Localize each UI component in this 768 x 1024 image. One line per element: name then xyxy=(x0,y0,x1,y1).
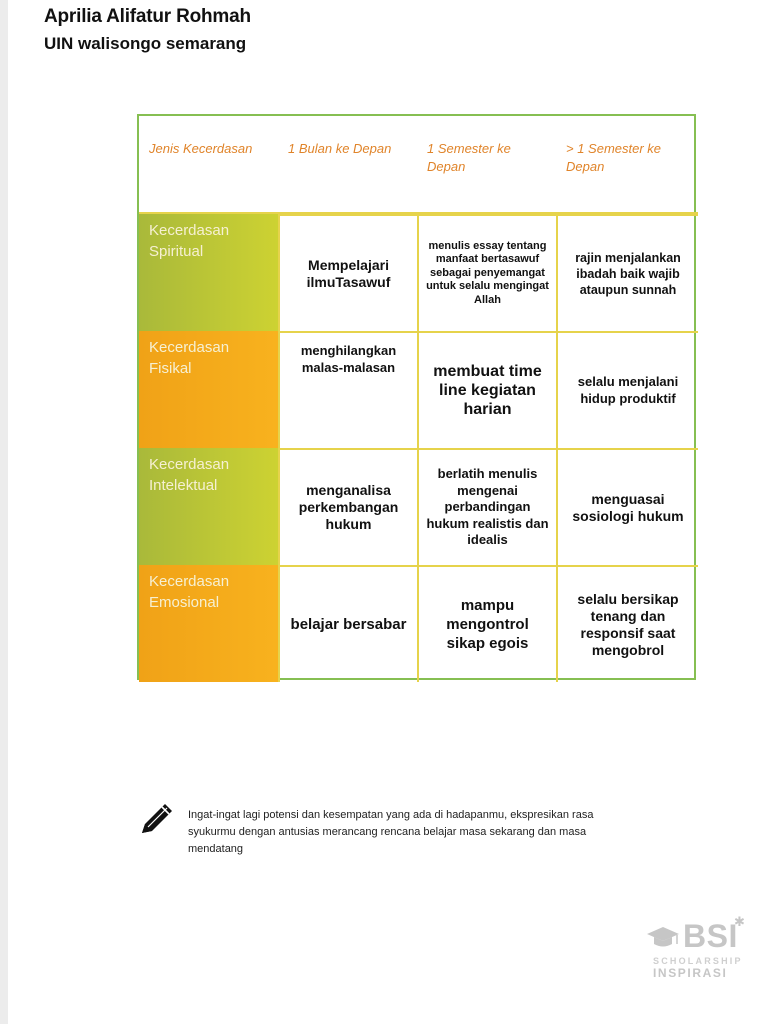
row-header-intelektual: Kecerdasan Intelektual xyxy=(139,448,278,565)
column-header-1-semester: 1 Semester ke Depan xyxy=(417,116,556,214)
row-header-emosional: Kecerdasan Emosional xyxy=(139,565,278,682)
author-name: Aprilia Alifatur Rohmah xyxy=(44,6,251,27)
column-header-1-month: 1 Bulan ke Depan xyxy=(278,116,417,214)
table-cell: Mempelajari ilmuTasawuf xyxy=(278,214,417,331)
table-cell: membuat time line kegiatan harian xyxy=(417,331,556,448)
table-cell: menganalisa perkembangan hukum xyxy=(278,448,417,565)
row-header-fisikal: Kecerdasan Fisikal xyxy=(139,331,278,448)
table-cell: selalu menjalani hidup produktif xyxy=(556,331,698,448)
pencil-icon xyxy=(139,800,177,836)
table-cell: menghilangkan malas-malasan xyxy=(278,331,417,448)
row-header-spiritual: Kecerdasan Spiritual xyxy=(139,214,278,331)
graduation-cap-icon xyxy=(645,924,681,950)
logo-line-1: SCHOLARSHIP xyxy=(653,956,743,966)
star-icon: ✱ xyxy=(734,914,745,929)
table-cell: menulis essay tentang manfaat bertasawuf sebagai penyemangat untuk selalu mengingat Allah xyxy=(417,214,556,331)
planning-table xyxy=(137,114,696,680)
table-cell: mampu mengontrol sikap egois xyxy=(417,565,556,682)
logo-line-2: INSPIRASI xyxy=(653,966,728,980)
table-cell: belajar bersabar xyxy=(278,565,417,682)
affiliation: UIN walisongo semarang xyxy=(44,34,247,53)
logo-brand: BSI xyxy=(683,918,738,954)
column-header-over-1-semester: > 1 Semester ke Depan xyxy=(556,116,698,214)
table-cell: selalu bersikap tenang dan responsif saat mengobrol xyxy=(556,565,698,682)
table-cell: berlatih menulis mengenai perbandingan hukum realistis dan idealis xyxy=(417,448,556,565)
page-edge xyxy=(0,0,8,1024)
note-text: Ingat-ingat lagi potensi dan kesempatan yang ada di hadapanmu, ekspresikan rasa syukurmu dengan antusias merancang rencana belajar masa sekarang dan masa mendatang xyxy=(188,809,594,855)
table-cell: menguasai sosiologi hukum xyxy=(556,448,698,565)
table-cell: rajin menjalankan ibadah baik wajib ataupun sunnah xyxy=(556,214,698,331)
bsi-logo xyxy=(645,914,750,984)
column-header-type: Jenis Kecerdasan xyxy=(139,116,278,214)
